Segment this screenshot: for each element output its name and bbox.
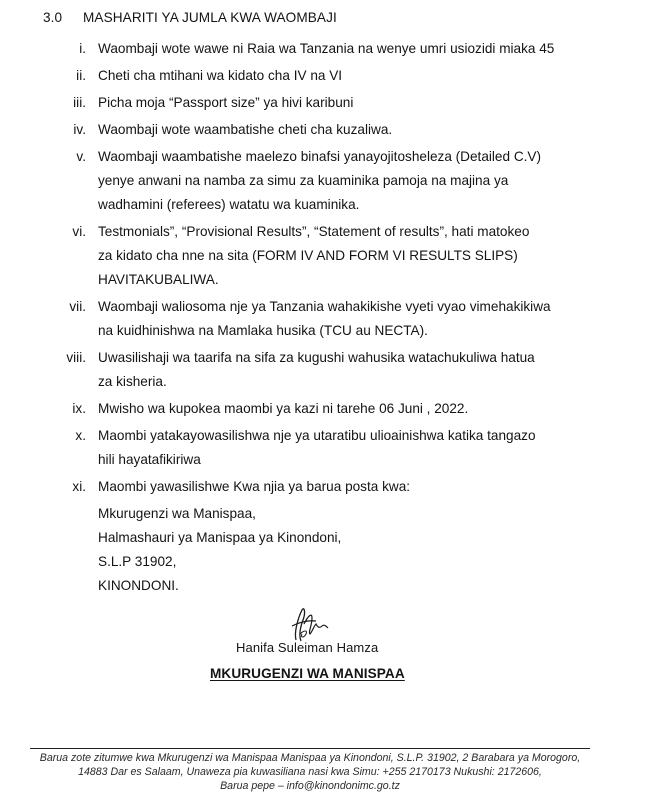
list-item-text [98, 37, 594, 61]
list-item [0, 220, 654, 292]
list-item [0, 37, 654, 61]
list-item-numeral: iv. [73, 122, 86, 137]
list-item-line: na kuidhinishwa na Mamlaka husika (TCU au NECTA). [98, 323, 428, 338]
list-item-line: Maombi yawasilishwe Kwa njia ya barua posta kwa: [98, 479, 411, 494]
list-item-line: Waombaji waliosoma nje ya Tanzania wahakikishe vyeti vyao vimehakikiwa [98, 299, 551, 314]
list-item-line: Testmonials”, “Provisional Results”, “Statement of results”, hati matokeo [98, 224, 530, 239]
list-item [0, 91, 654, 115]
handwritten-signature [282, 604, 342, 644]
list-item-line: wadhamini (referees) watatu wa kuaminika. [98, 197, 360, 212]
list-item-numeral: ix. [72, 401, 86, 416]
list-item-text [98, 220, 594, 292]
signer-name: Hanifa Suleiman Hamza [236, 640, 379, 655]
list-item-line: Maombi yatakayowasilishwa nje ya utaratibu ulioainishwa katika tangazo [98, 428, 536, 443]
list-item-numeral: ii. [76, 68, 86, 83]
list-item-line: Waombaji wote wawe ni Raia wa Tanzania na wenye umri usiozidi miaka 45 [98, 41, 555, 56]
list-item [0, 346, 654, 394]
list-item-line: Mwisho wa kupokea maombi ya kazi ni tarehe 06 Juni , 2022. [98, 401, 469, 416]
address-line: S.L.P 31902, [98, 554, 177, 569]
list-item-numeral: iii. [73, 95, 86, 110]
section-number: 3.0 [43, 10, 63, 25]
signer-title: MKURUGENZI WA MANISPAA [210, 666, 405, 681]
list-item-text [98, 295, 594, 343]
list-item [0, 295, 654, 343]
list-item-line: Picha moja “Passport size” ya hivi karibuni [98, 95, 354, 110]
list-item-line: Waombaji waambatishe maelezo binafsi yanayojitosheleza (Detailed C.V) [98, 149, 542, 164]
list-item-numeral: i. [79, 41, 86, 56]
list-item-text [98, 346, 594, 394]
list-item-line: za kisheria. [98, 374, 167, 389]
address-line: KINONDONI. [98, 578, 179, 593]
footer-divider [30, 748, 590, 749]
list-item [0, 64, 654, 88]
list-item-text [98, 397, 594, 421]
section-heading [43, 10, 337, 25]
list-item [0, 475, 654, 499]
footer-line: 14883 Dar es Salaam, Unaweza pia kuwasiliana nasi kwa Simu: +255 2170173 Nukushi: 2172606, [78, 766, 542, 778]
list-item-numeral: vi. [72, 224, 86, 239]
list-item-line: za kidato cha nne na sita (FORM IV AND FORM VI RESULTS SLIPS) [98, 248, 518, 263]
list-item [0, 118, 654, 142]
list-item-line: hili hayatafikiriwa [98, 452, 201, 467]
footer-line: Barua pepe – info@kinondonimc.go.tz [220, 780, 400, 792]
postal-address [98, 502, 654, 598]
requirements-list [0, 37, 654, 598]
page-footer [20, 751, 600, 793]
list-item-numeral: vii. [69, 299, 86, 314]
list-item-text [98, 424, 594, 472]
list-item-line: Waombaji wote waambatishe cheti cha kuzaliwa. [98, 122, 393, 137]
list-item [0, 145, 654, 217]
list-item-text [98, 145, 594, 217]
list-item [0, 397, 654, 421]
list-item-text [98, 64, 594, 88]
section-title: MASHARITI YA JUMLA KWA WAOMBAJI [83, 10, 337, 25]
list-item [0, 424, 654, 472]
list-item-line: HAVITAKUBALIWA. [98, 272, 219, 287]
list-item-numeral: xi. [72, 479, 86, 494]
address-line: Halmashauri ya Manispaa ya Kinondoni, [98, 530, 342, 545]
list-item-text [98, 475, 594, 499]
list-item-numeral: viii. [66, 350, 86, 365]
list-item-line: Cheti cha mtihani wa kidato cha IV na VI [98, 68, 343, 83]
list-item-text [98, 91, 594, 115]
address-line: Mkurugenzi wa Manispaa, [98, 506, 256, 521]
list-item-numeral: x. [75, 428, 86, 443]
signature-icon [282, 604, 342, 644]
list-item-line: Uwasilishaji wa taarifa na sifa za kugushi wahusika watachukuliwa hatua [98, 350, 535, 365]
list-item-numeral: v. [76, 149, 86, 164]
list-item-text [98, 118, 594, 142]
footer-line: Barua zote zitumwe kwa Mkurugenzi wa Manispaa Manispaa ya Kinondoni, S.L.P. 31902, 2 Barabara ya Morogoro, [39, 752, 581, 764]
list-item-line: yenye anwani na namba za simu za kuaminika pamoja na majina ya [98, 173, 509, 188]
